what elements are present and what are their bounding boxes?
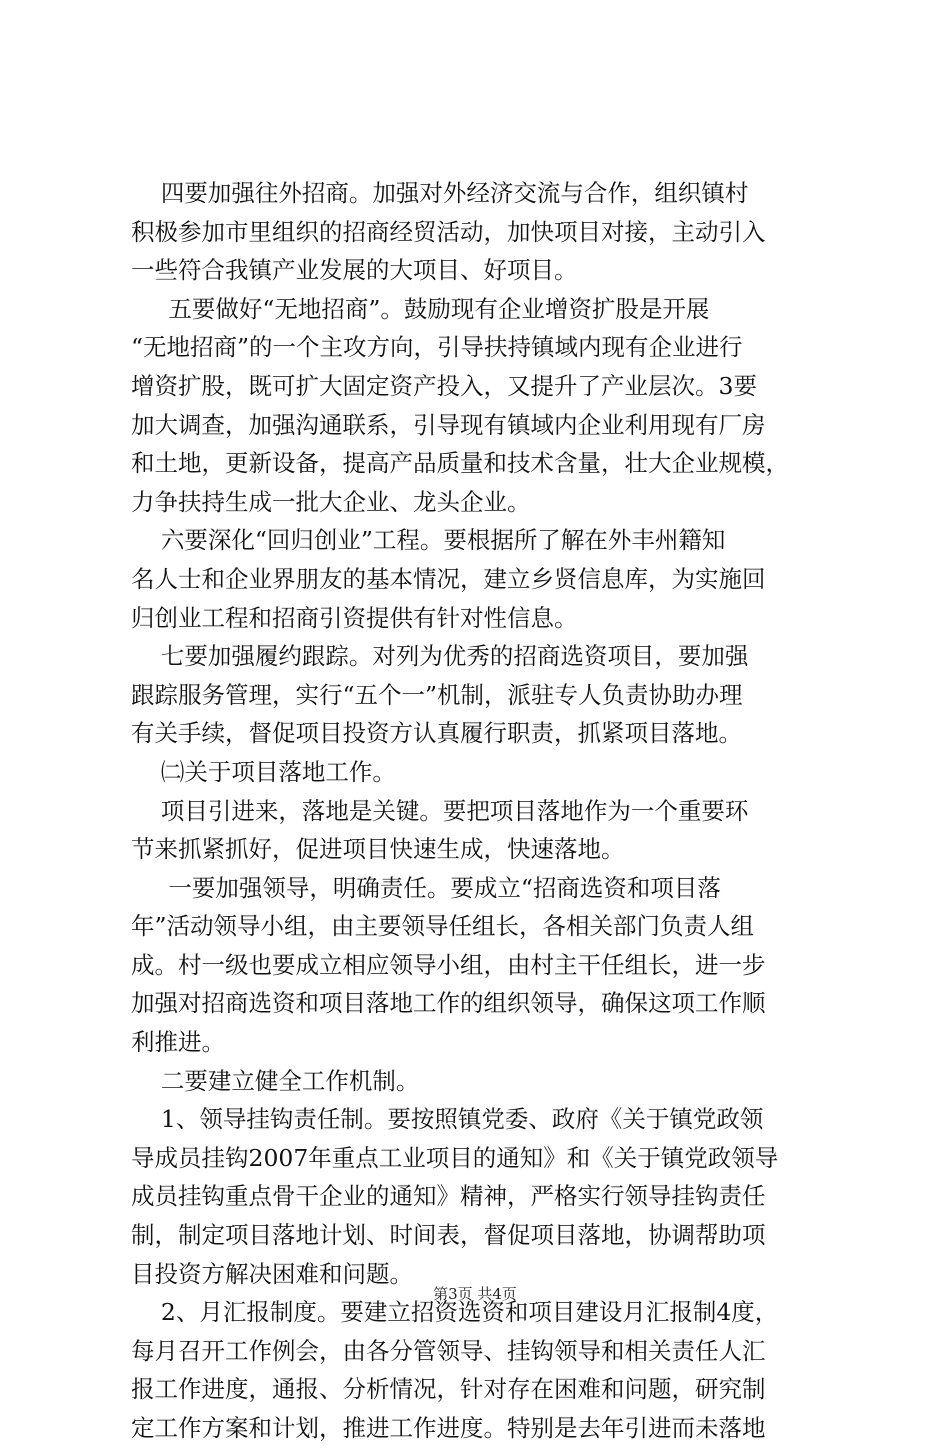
text-line: 导成员挂钩2007年重点工业项目的通知》和《关于镇党政领导 [131, 1143, 779, 1172]
text-line: 有关手续，督促项目投资方认真履行职责，抓紧项目落地。 [131, 719, 742, 748]
text-line: 一要加强领导，明确责任。要成立“招商选资和项目落 [131, 873, 721, 902]
text-line: 加大调查，加强沟通联系，引导现有镇域内企业利用现有厂房 [131, 410, 766, 439]
text-line: 成员挂钩重点骨干企业的通知》精神，严格实行领导挂钩责任 [131, 1182, 766, 1211]
text-line: 加强对招商选资和项目落地工作的组织领导，确保这项工作顺 [131, 989, 766, 1018]
text-line: 定工作方案和计划，推进工作进度。特别是去年引进而未落地 [131, 1414, 766, 1442]
text-line: 力争扶持生成一批大企业、龙头企业。 [131, 487, 531, 516]
text-line: 二要建立健全工作机制。 [131, 1066, 420, 1095]
text-line: 六要深化“回归创业”工程。要根据所了解在外丰州籍知 [131, 526, 726, 555]
text-line: 项目引进来，落地是关键。要把项目落地作为一个重要环 [131, 796, 749, 825]
text-line: 七要加强履约跟踪。对列为优秀的招商选资项目，要加强 [131, 642, 749, 671]
text-line: 五要做好“无地招商”。鼓励现有企业增资扩股是开展 [131, 294, 710, 323]
text-line: “无地招商”的一个主攻方向，引导扶持镇域内现有企业进行 [131, 333, 743, 362]
body-text [131, 174, 831, 1448]
text-line: 积极参加市里组织的招商经贸活动，加快项目对接，主动引入 [131, 217, 766, 246]
text-line: 2、月汇报制度。要建立招资选资和项目建设月汇报制4度， [131, 1298, 779, 1327]
text-line: 制，制定项目落地计划、时间表，督促项目落地，协调帮助项 [131, 1221, 766, 1250]
text-line: 跟踪服务管理，实行“五个一”机制，派驻专人负责协助办理 [131, 680, 743, 709]
text-line: 名人士和企业界朋友的基本情况，建立乡贤信息库，为实施回 [131, 564, 766, 593]
text-line: 目投资方解决困难和问题。 [131, 1259, 413, 1288]
text-line: 1、领导挂钩责任制。要按照镇党委、政府《关于镇党政领 [131, 1105, 764, 1134]
text-line: 节来抓紧抓好，促进项目快速生成，快速落地。 [131, 835, 625, 864]
text-line: 成。村一级也要成立相应领导小组，由村主干任组长，进一步 [131, 950, 766, 979]
text-line: 增资扩股，既可扩大固定资产投入，又提升了产业层次。3要 [131, 371, 757, 400]
text-line: 每月召开工作例会，由各分管领导、挂钩领导和相关责任人汇 [131, 1336, 766, 1365]
text-line: ㈡关于项目落地工作。 [131, 757, 396, 786]
text-line: 报工作进度，通报、分析情况，针对存在困难和问题，研究制 [131, 1375, 766, 1404]
text-line: 四要加强往外招商。加强对外经济交流与合作，组织镇村 [131, 179, 749, 207]
text-line: 和土地，更新设备，提高产品质量和技术含量，壮大企业规模， [131, 449, 789, 478]
text-line: 一些符合我镇产业发展的大项目、好项目。 [131, 256, 578, 285]
text-line: 归创业工程和招商引资提供有针对性信息。 [131, 603, 578, 632]
text-line: 利推进。 [131, 1028, 225, 1057]
text-line: 年”活动领导小组，由主要领导任组长，各相关部门负责人组 [131, 912, 755, 941]
page-footer: 第3页 共4页 [433, 1285, 517, 1303]
